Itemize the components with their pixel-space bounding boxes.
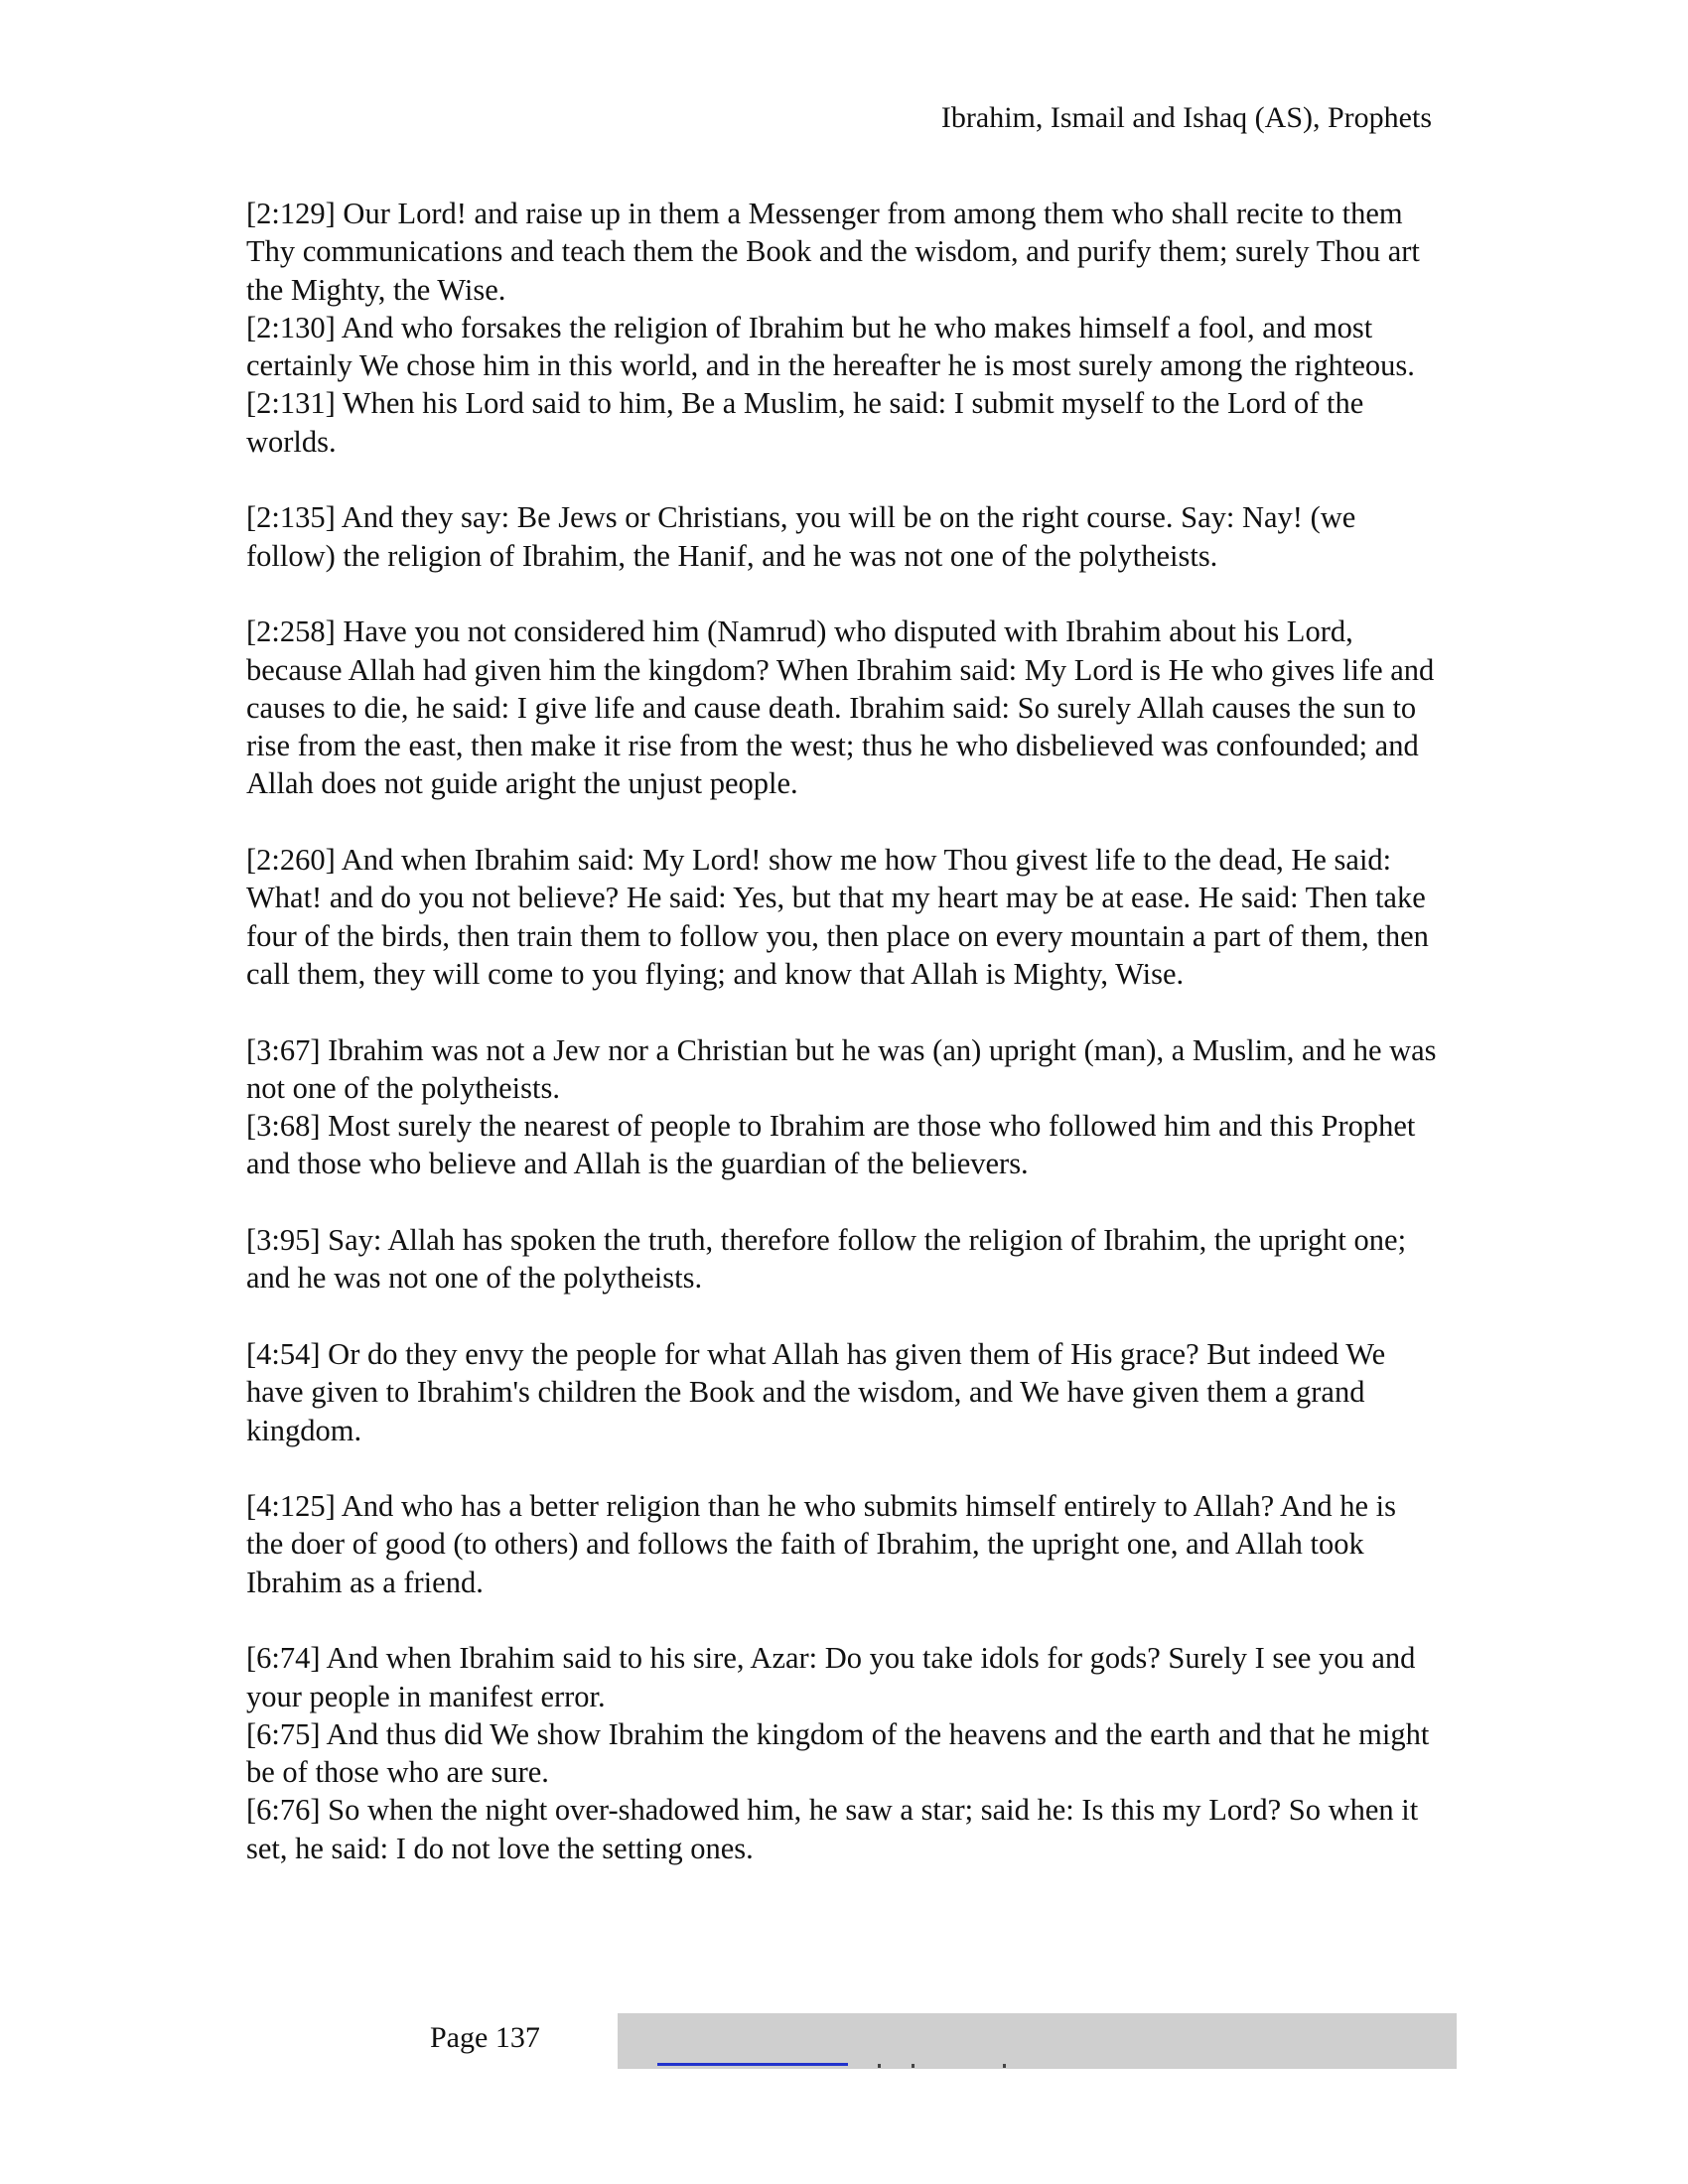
verse-2-260: [2:260] And when Ibrahim said: My Lord! show me how Thou givest life to the dead, He said: What! and do you not believe? He said: Yes, but that my heart may be at ease. He said: Then take four of the birds, then train them to follow you, then place on every mountain a part of them, then call them, they will come to you flying; and know that Allah is Mighty, Wise.: [246, 843, 1429, 991]
verse-4-54: [4:54] Or do they envy the people for what Allah has given them of His grace? But indeed We have given to Ibrahim's children the Book and the wisdom, and We have given them a grand kingdom.: [246, 1336, 1386, 1447]
verse-group: [246, 841, 1438, 993]
verse-group: [246, 1221, 1438, 1297]
verse-group: [246, 498, 1438, 575]
footer-link-underline[interactable]: [657, 2063, 848, 2066]
verse-6-75: [6:75] And thus did We show Ibrahim the kingdom of the heavens and the earth and that he might be of those who are sure.: [246, 1716, 1430, 1790]
verse-2-131: [2:131] When his Lord said to him, Be a Muslim, he said: I submit myself to the Lord of the worlds.: [246, 386, 1364, 459]
footer-text-fragment: [878, 2064, 881, 2068]
verse-group: [246, 613, 1438, 802]
verse-content: [246, 195, 1438, 1867]
verse-group: [246, 1639, 1438, 1867]
verse-group: [246, 1487, 1438, 1601]
verse-3-68: [3:68] Most surely the nearest of people to Ibrahim are those who followed him and this Prophet and those who believe and Allah is the guardian of the believers.: [246, 1109, 1416, 1181]
page-number: Page 137: [430, 2021, 540, 2054]
verse-3-67: [3:67] Ibrahim was not a Jew nor a Christian but he was (an) upright (man), a Muslim, and he was not one of the polytheists.: [246, 1032, 1437, 1105]
footer-text-fragment: [912, 2064, 914, 2068]
verse-3-95: [3:95] Say: Allah has spoken the truth, therefore follow the religion of Ibrahim, the upright one; and he was not one of the polytheists.: [246, 1223, 1407, 1296]
footer-link-bar: [618, 2013, 1457, 2069]
verse-group: [246, 1335, 1438, 1449]
verse-group: [246, 195, 1438, 461]
verse-group: [246, 1031, 1438, 1183]
running-header: Ibrahim, Ismail and Ishaq (AS), Prophets: [940, 101, 1432, 134]
verse-2-130: [2:130] And who forsakes the religion of Ibrahim but he who makes himself a fool, and most certainly We chose him in this world, and in the hereafter he is most surely among the righteous.: [246, 310, 1415, 383]
verse-6-74: [6:74] And when Ibrahim said to his sire, Azar: Do you take idols for gods? Surely I see you and your people in manifest error.: [246, 1641, 1416, 1713]
verse-2-258: [2:258] Have you not considered him (Namrud) who disputed with Ibrahim about his Lord, because Allah had given him the kingdom? When Ibrahim said: My Lord is He who gives life and causes to die, he said: I give life and cause death. Ibrahim said: So surely Allah causes the sun to rise from the east, then make it rise from the west; thus he who disbelieved was confounded; and Allah does not guide aright the unjust people.: [246, 614, 1435, 801]
verse-2-135: [2:135] And they say: Be Jews or Christians, you will be on the right course. Say: Nay! (we follow) the religion of Ibrahim, the Hanif, and he was not one of the polytheists.: [246, 500, 1356, 573]
footer-text-fragment: [1003, 2064, 1006, 2068]
verse-4-125: [4:125] And who has a better religion than he who submits himself entirely to Allah? And he is the doer of good (to others) and follows the faith of Ibrahim, the upright one, and Allah took Ibrahim as a friend.: [246, 1489, 1396, 1599]
verse-2-129: [2:129] Our Lord! and raise up in them a Messenger from among them who shall recite to them Thy communications and teach them the Book and the wisdom, and purify them; surely Thou art the Mighty, the Wise.: [246, 197, 1420, 307]
verse-6-76: [6:76] So when the night over-shadowed him, he saw a star; said he: Is this my Lord? So when it set, he said: I do not love the setting ones.: [246, 1793, 1419, 1865]
